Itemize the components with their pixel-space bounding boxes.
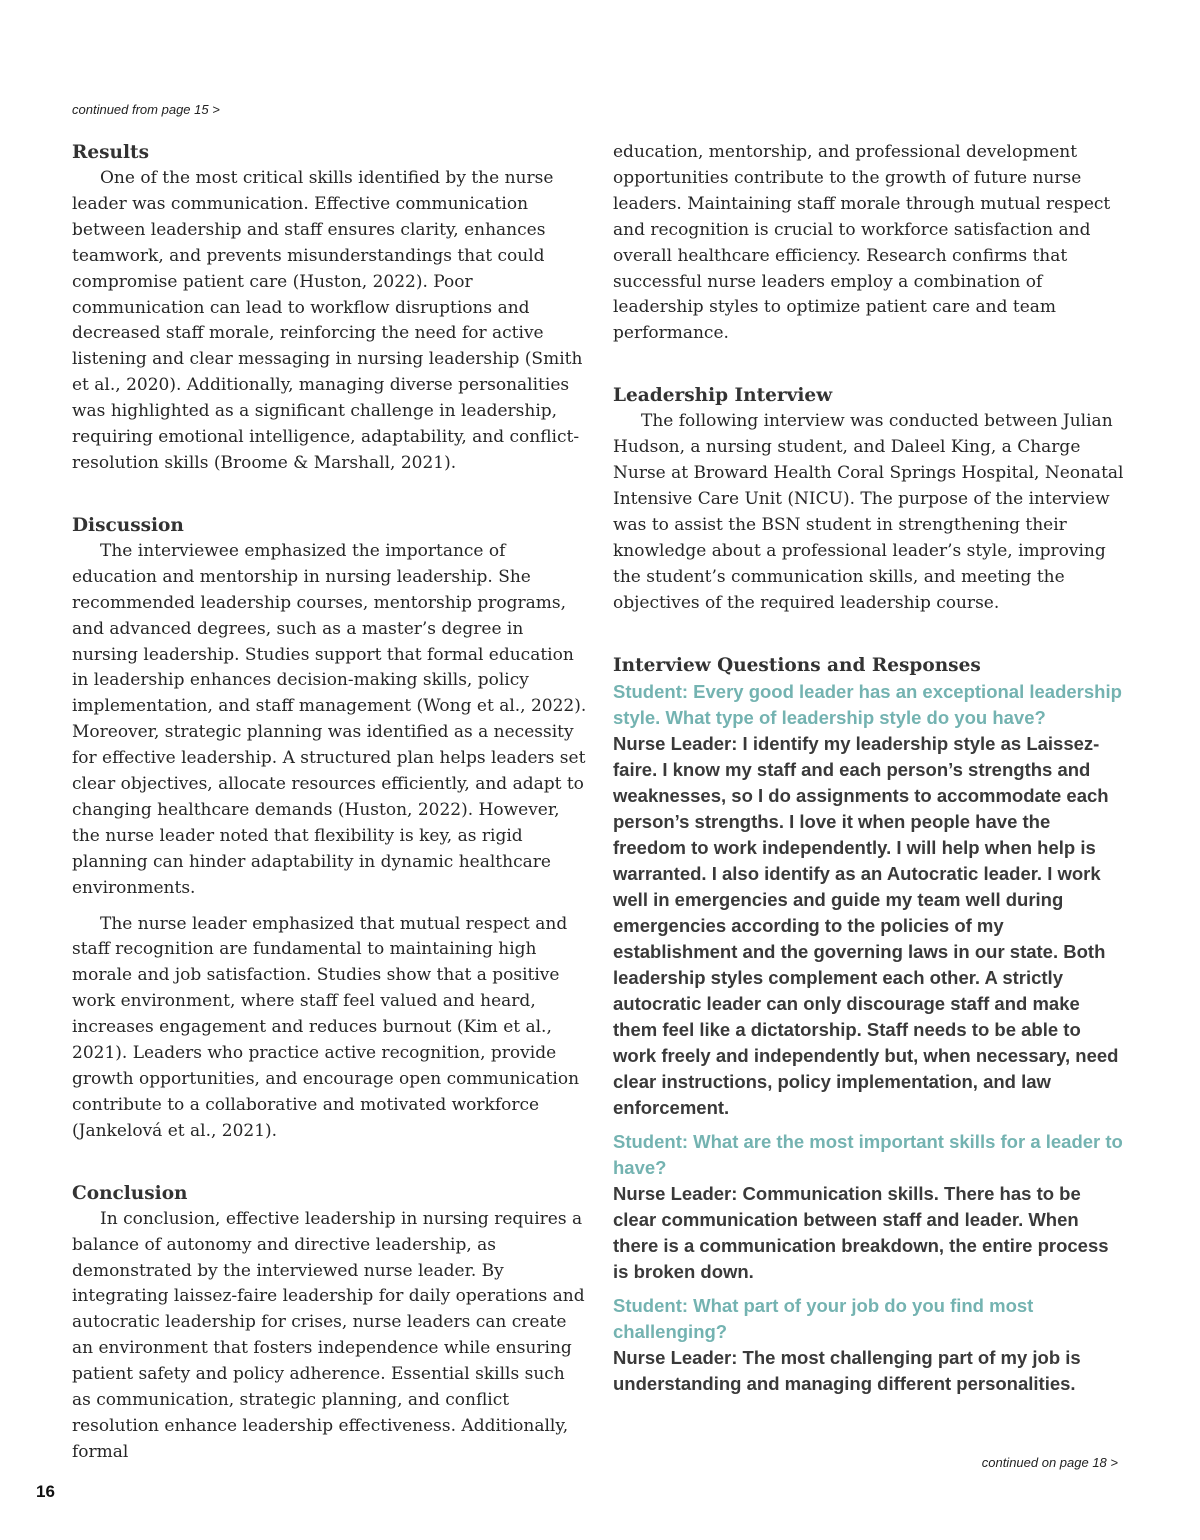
answer-2: Nurse Leader: Communication skills. There has to be clear communication between staff and leader. When there is a communication breakdown, the entire process is broken down. (613, 1182, 1109, 1282)
discussion-heading: Discussion (72, 514, 184, 536)
continued-on-note: continued on page 18 > (981, 1455, 1118, 1470)
page-number: 16 (36, 1482, 55, 1501)
qa-heading: Interview Questions and Responses (613, 654, 981, 676)
question-1: Student: Every good leader has an exceptional leadership style. What type of leadership style do you have? (613, 680, 1122, 728)
question-2: Student: What are the most important skills for a leader to have? (613, 1130, 1123, 1178)
answer-1: Nurse Leader: I identify my leadership style as Laissez-faire. I know my staff and each person’s strengths and weaknesses, so I do assignments to accommodate each person’s strengths. I love it when people have the freedom to work independently. I will help when help is warranted. I also identify as an Autocratic leader. I work well in emergencies and guide my team well during emergencies according to the policies of my establishment and the governing laws in our state. Both leadership styles complement each other. A strictly autocratic leader can only discourage staff and make them feel like a dictatorship. Staff needs to be able to work freely and independently but, when necessary, need clear instructions, policy implementation, and law enforcement. (613, 732, 1119, 1118)
results-heading: Results (72, 142, 149, 163)
interview-heading: Leadership Interview (613, 385, 833, 407)
continued-from-note: continued from page 15 > (72, 102, 220, 117)
conclusion-paragraph-continued: education, mentorship, and professional development opportunities contribute to the growth of future nurse leaders. Maintaining staff morale through mutual respect and recognition is crucial to workforce satisfaction and overall healthcare efficiency. Research confirms that successful nurse leaders employ a combination of leadership styles to optimize patient care and team performance. (613, 142, 1111, 344)
conclusion-heading: Conclusion (72, 1182, 188, 1204)
conclusion-paragraph: In conclusion, effective leadership in nursing requires a balance of autonomy and directive leadership, as demonstrated by the interviewed nurse leader. By integrating laissez-faire leadership for daily operations and autocratic leadership for crises, nurse leaders can create an environment that fosters independence while ensuring patient safety and policy adherence. Essential skills such as communication, strategic planning, and conflict resolution enhance leadership effectiveness. Additionally, formal (72, 1208, 585, 1462)
left-column (72, 140, 587, 1466)
results-paragraph: One of the most critical skills identified by the nurse leader was communication. Effective communication between leadership and staff ensures clarity, enhances teamwork, and prevents misunderstandings that could compromise patient care (Huston, 2022). Poor communication can lead to workflow disruptions and decreased staff morale, reinforcing the need for active listening and clear messaging in nursing leadership (Smith et al., 2020). Additionally, managing diverse personalities was highlighted as a significant challenge in leadership, requiring emotional intelligence, adaptability, and conflict-resolution skills (Broome & Marshall, 2021). (72, 168, 583, 473)
interview-paragraph: The following interview was conducted between Julian Hudson, a nursing student, and Daleel King, a Charge Nurse at Broward Health Coral Springs Hospital, Neonatal Intensive Care Unit (NICU). The purpose of the interview was to assist the BSN student in strengthening their knowledge about a professional leader’s style, improving the student’s communication skills, and meeting the objectives of the required leadership course. (613, 411, 1124, 613)
question-3: Student: What part of your job do you find most challenging? (613, 1294, 1034, 1342)
answer-3: Nurse Leader: The most challenging part of my job is understanding and managing different personalities. (613, 1346, 1081, 1394)
discussion-paragraph-1: The interviewee emphasized the importance of education and mentorship in nursing leadership. She recommended leadership courses, mentorship programs, and advanced degrees, such as a master’s degree in nursing leadership. Studies support that formal education in leadership enhances decision-making skills, policy implementation, and staff management (Wong et al., 2022). Moreover, strategic planning was identified as a necessity for effective leadership. A structured plan helps leaders set clear objectives, allocate resources efficiently, and adapt to changing healthcare demands (Huston, 2022). However, the nurse leader noted that flexibility is key, as rigid planning can hinder adaptability in dynamic healthcare environments. (72, 540, 587, 898)
discussion-paragraph-2: The nurse leader emphasized that mutual respect and staff recognition are fundamental to maintaining high morale and job satisfaction. Studies show that a positive work environment, where staff feel valued and heard, increases engagement and reduces burnout (Kim et al., 2021). Leaders who practice active recognition, provide growth opportunities, and encourage open communication contribute to a collaborative and motivated workforce (Jankelová et al., 2021). (72, 913, 580, 1141)
right-column (613, 140, 1128, 1397)
